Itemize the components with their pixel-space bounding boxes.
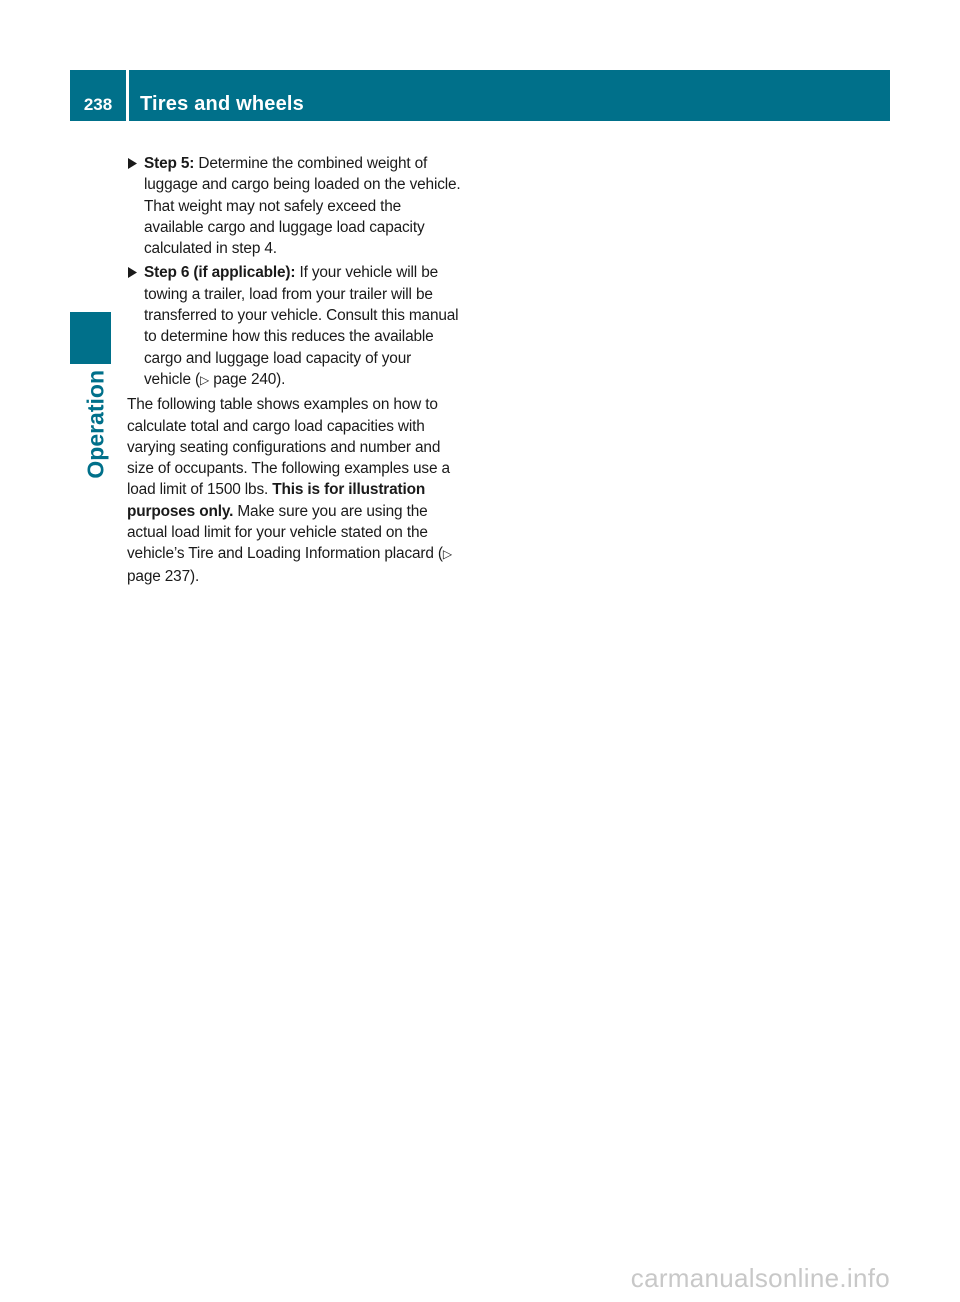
step-label: Step 5: xyxy=(144,155,195,172)
page-reference[interactable]: page 240). xyxy=(209,370,286,388)
paragraph-text-after: Make sure you are using the actual load limit for your vehicle stated on the vehicle’s Tire and Loading Information placard ( xyxy=(127,502,443,563)
triangle-right-icon: ▷ xyxy=(199,372,210,387)
play-arrow-icon xyxy=(128,153,137,174)
section-title: Tires and wheels xyxy=(140,93,305,115)
step-text: Determine the combined weight of luggage and cargo being loaded on the vehicle. That weight may not safely exceed the available cargo and luggage load capacity calculated in step 4. xyxy=(144,155,461,258)
side-tab xyxy=(70,312,111,364)
step-label: Step 6 (if applicable): xyxy=(144,264,296,282)
page-reference[interactable]: page 237). xyxy=(127,567,200,585)
step-text: If your vehicle will be towing a trailer, load from your trailer will be transferred to your vehicle. Consult this manual to determine how this reduces the available cargo and luggage load capacity of your vehicle ( xyxy=(144,264,459,388)
body-paragraph xyxy=(127,394,462,587)
paragraph-emphasis: This is for illustration purposes only. xyxy=(127,481,426,520)
watermark: carmanualsonline.info xyxy=(630,1263,890,1293)
page-number: 238 xyxy=(83,95,113,114)
side-label xyxy=(70,370,111,490)
step-item xyxy=(127,262,462,391)
side-label-text: Operation xyxy=(83,370,109,479)
header-divider xyxy=(126,70,129,121)
step-item xyxy=(127,153,462,259)
play-arrow-icon xyxy=(128,262,137,283)
page-content xyxy=(127,153,462,587)
triangle-right-icon: ▷ xyxy=(442,547,452,562)
paragraph-text: The following table shows examples on how to calculate total and cargo load capacities with varying seating configurations and number and size of occupants. The following examples use a load limit of 1500 lbs. xyxy=(127,396,450,499)
